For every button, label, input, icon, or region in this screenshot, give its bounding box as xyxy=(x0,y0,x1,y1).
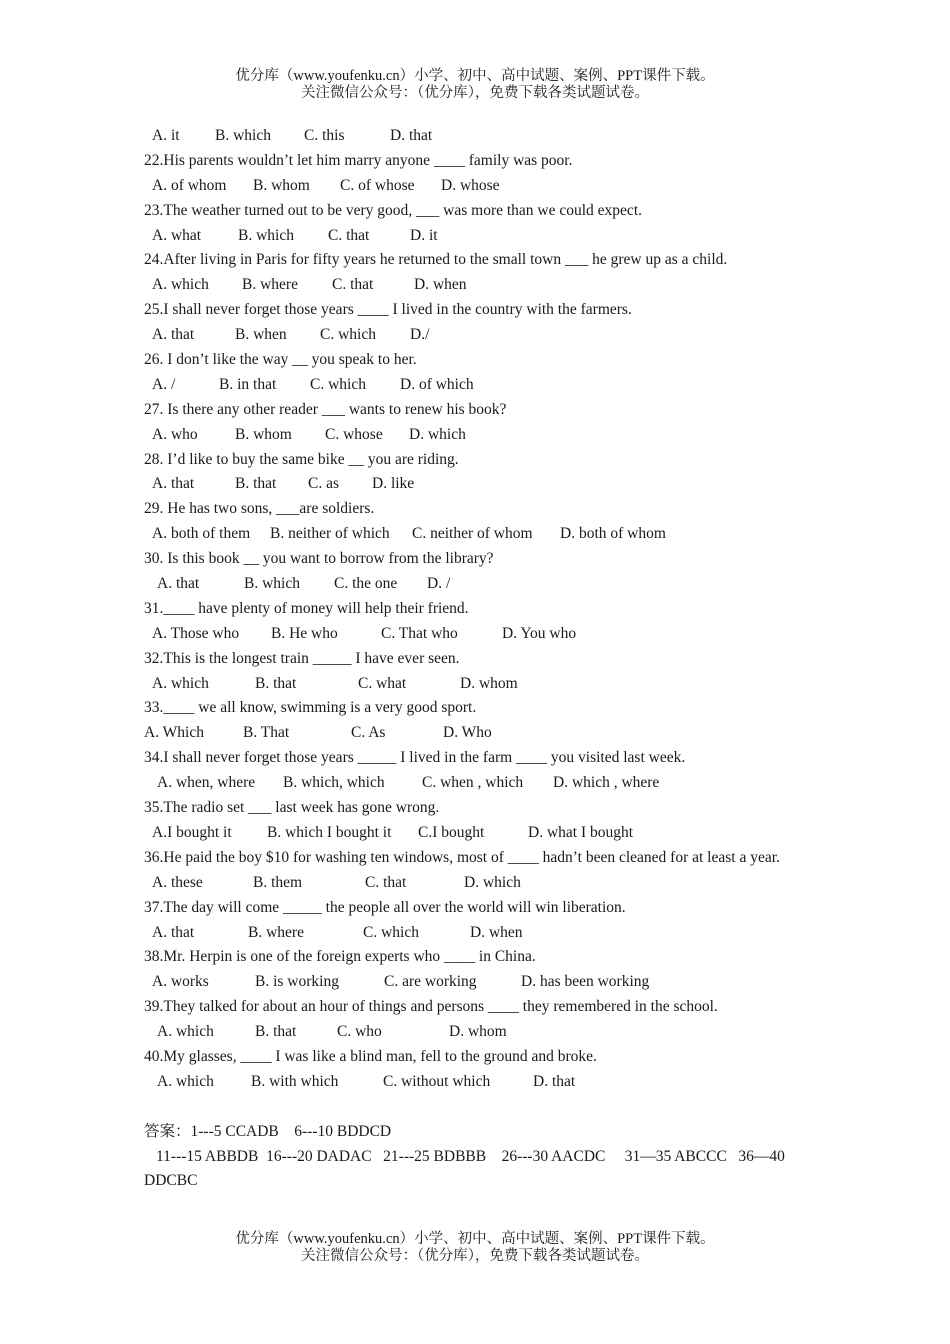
option-a: A. these xyxy=(152,873,203,891)
option-c: C. when , which xyxy=(422,774,524,792)
option-c: C.I bought xyxy=(418,823,485,841)
q36-options xyxy=(144,871,810,896)
q26-stem: 26. I don’t like the way __ you speak to her. xyxy=(144,351,417,369)
option-a: A. that xyxy=(152,475,195,493)
option-c: C. this xyxy=(304,127,345,144)
q35-options xyxy=(144,821,810,846)
option-b: B. in that xyxy=(219,375,277,393)
option-d: D. Who xyxy=(443,724,492,742)
option-c: C. that xyxy=(365,873,407,891)
option-c: C. the one xyxy=(334,575,398,593)
option-b: B. when xyxy=(235,326,287,344)
q38-options xyxy=(144,970,810,995)
q27-options xyxy=(144,423,810,448)
option-d: D. when xyxy=(414,276,467,294)
q32-stem: 32.This is the longest train _____ I have ever seen. xyxy=(144,649,460,667)
option-c: C. what xyxy=(358,674,407,692)
option-d: D. of which xyxy=(400,375,474,393)
q26-options xyxy=(144,373,810,398)
option-b: B. whom xyxy=(235,425,292,443)
answer-key-line-2: 11---15 ABBDB 16---20 DADAC 21---25 BDBBB 26---30 AACDC 31—35 ABCCC 36—40 DDCBC xyxy=(144,1147,789,1190)
option-a: A. / xyxy=(152,375,176,393)
q22-options xyxy=(144,174,810,199)
option-c: C. as xyxy=(308,475,339,493)
q31-stem: 31.____ have plenty of money will help their friend. xyxy=(144,599,469,617)
q23-stem: 23.The weather turned out to be very good, ___ was more than we could expect. xyxy=(144,201,642,219)
option-d: D. like xyxy=(372,475,415,493)
spacer xyxy=(144,1095,810,1120)
footer-line-1: 优分库（www.youfenku.cn）小学、初中、高中试题、案例、PPT课件下载。 xyxy=(235,1231,715,1247)
q23-options xyxy=(144,224,810,249)
option-d: D. both of whom xyxy=(560,525,666,543)
option-b: B. where xyxy=(242,276,298,294)
q30-stem: 30. Is this book __ you want to borrow from the library? xyxy=(144,550,494,568)
option-d: D. has been working xyxy=(521,973,650,991)
option-c: C. neither of whom xyxy=(412,525,533,543)
option-a: A. that xyxy=(157,575,200,593)
option-d: D. when xyxy=(470,923,523,941)
option-b: B. with which xyxy=(251,1072,339,1090)
q40-options xyxy=(144,1070,810,1095)
option-d: D. that xyxy=(390,127,433,144)
option-c: C. As xyxy=(351,724,386,742)
option-c: C. whose xyxy=(325,425,383,443)
option-b: B. that xyxy=(255,674,297,692)
q34-stem: 34.I shall never forget those years _____ I lived in the farm ____ you visited last week. xyxy=(144,749,686,767)
option-d: D. / xyxy=(427,575,451,593)
q33-stem: 33.____ we all know, swimming is a very good sport. xyxy=(144,699,477,717)
option-a: A. it xyxy=(152,127,180,144)
option-b: B. which I bought it xyxy=(267,823,392,841)
option-d: D. that xyxy=(533,1072,576,1090)
q39-options xyxy=(144,1020,810,1045)
option-c: C. without which xyxy=(383,1072,491,1090)
q27-stem: 27. Is there any other reader ___ wants to renew his book? xyxy=(144,400,507,418)
q32-options xyxy=(144,672,810,697)
option-a: A. which xyxy=(157,1072,214,1090)
option-b: B. them xyxy=(253,873,303,891)
option-b: B. where xyxy=(248,923,304,941)
option-a: A. Those who xyxy=(152,624,240,642)
option-c: C. which xyxy=(310,375,366,393)
page-header xyxy=(0,68,950,102)
option-d: D. whom xyxy=(449,1023,507,1041)
option-c: C. which xyxy=(320,326,376,344)
q40-stem: 40.My glasses, ____ I was like a blind man, fell to the ground and broke. xyxy=(144,1047,597,1065)
option-a: A. which xyxy=(157,1023,214,1041)
q25-options xyxy=(144,323,810,348)
option-b: B. which, which xyxy=(283,774,385,792)
option-a: A. that xyxy=(152,923,195,941)
option-c: C. which xyxy=(363,923,419,941)
q37-stem: 37.The day will come _____ the people all over the world will win liberation. xyxy=(144,898,626,916)
question-list xyxy=(144,124,810,1194)
q29-options xyxy=(144,522,810,547)
option-a: A. works xyxy=(152,973,209,991)
option-d: D. which xyxy=(409,425,466,443)
option-a: A. which xyxy=(152,276,209,294)
q22-stem: 22.His parents wouldn’t let him marry anyone ____ family was poor. xyxy=(144,151,573,169)
option-a: A. of whom xyxy=(152,176,227,194)
option-a: A. Which xyxy=(144,724,204,742)
q37-options xyxy=(144,921,810,946)
q39-stem: 39.They talked for about an hour of things and persons ____ they remembered in the school. xyxy=(144,998,718,1016)
q36-stem: 36.He paid the boy $10 for washing ten windows, most of ____ hadn’t been cleaned for at least a year. xyxy=(144,848,780,866)
option-c: C. who xyxy=(337,1023,382,1041)
q24-options xyxy=(144,273,810,298)
option-c: C. that xyxy=(332,276,374,294)
option-d: D. whom xyxy=(460,674,518,692)
option-b: B. neither of which xyxy=(270,525,390,543)
option-d: D. You who xyxy=(502,624,577,642)
page-footer xyxy=(0,1231,950,1265)
option-b: B. which xyxy=(244,575,300,593)
header-line-1: 优分库（www.youfenku.cn）小学、初中、高中试题、案例、PPT课件下载。 xyxy=(235,68,715,84)
option-b: B. that xyxy=(255,1023,297,1041)
option-b: B. is working xyxy=(255,973,339,991)
footer-line-2: 关注微信公众号：（优分库），免费下载各类试题试卷。 xyxy=(301,1248,649,1264)
option-c: C. That who xyxy=(381,624,458,642)
option-a: A. that xyxy=(152,326,195,344)
option-d: D./ xyxy=(410,326,430,344)
option-d: D. whose xyxy=(441,176,500,194)
option-b: B. That xyxy=(243,724,290,742)
q28-stem: 28. I’d like to buy the same bike __ you are riding. xyxy=(144,450,459,468)
option-d: D. what I bought xyxy=(528,823,634,841)
option-d: D. which xyxy=(464,873,521,891)
q21-options xyxy=(144,124,810,149)
option-b: B. which xyxy=(215,127,271,144)
option-d: D. which , where xyxy=(553,774,660,792)
q29-stem: 29. He has two sons, ___are soldiers. xyxy=(144,500,375,518)
option-a: A. who xyxy=(152,425,198,443)
header-line-2: 关注微信公众号：（优分库），免费下载各类试题试卷。 xyxy=(301,85,649,101)
option-c: C. that xyxy=(328,226,370,244)
option-b: B. He who xyxy=(271,624,338,642)
q25-stem: 25.I shall never forget those years ____ I lived in the country with the farmers. xyxy=(144,301,632,319)
q33-options xyxy=(144,721,810,746)
q38-stem: 38.Mr. Herpin is one of the foreign experts who ____ in China. xyxy=(144,948,536,966)
option-c: C. of whose xyxy=(340,176,415,194)
q30-options xyxy=(144,572,810,597)
option-c: C. are working xyxy=(384,973,477,991)
option-a: A. what xyxy=(152,226,202,244)
option-a: A. when, where xyxy=(157,774,256,792)
option-a: A. which xyxy=(152,674,209,692)
option-d: D. it xyxy=(410,226,438,244)
q34-options xyxy=(144,771,810,796)
q24-stem: 24.After living in Paris for fifty years he returned to the small town ___ he grew up as a child. xyxy=(144,251,728,269)
q31-options xyxy=(144,622,810,647)
answer-key-line-1: 答案：1---5 CCADB 6---10 BDDCD xyxy=(144,1122,392,1140)
option-b: B. that xyxy=(235,475,277,493)
q35-stem: 35.The radio set ___ last week has gone wrong. xyxy=(144,799,440,817)
option-a: A.I bought it xyxy=(152,823,232,841)
option-b: B. which xyxy=(238,226,294,244)
q28-options xyxy=(144,472,810,497)
option-b: B. whom xyxy=(253,176,310,194)
option-a: A. both of them xyxy=(152,525,251,543)
